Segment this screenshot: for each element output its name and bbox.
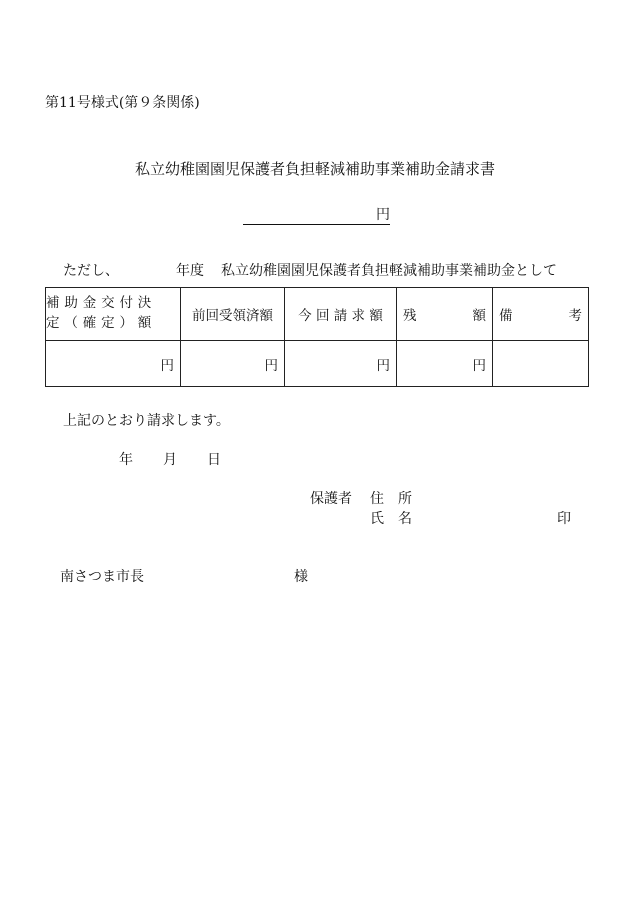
address-label: 住 所 bbox=[370, 491, 412, 507]
header-current-request: 今 回 請 求 額 bbox=[285, 288, 397, 341]
date-month: 月 bbox=[163, 452, 177, 468]
header-remarks-left: 備 bbox=[499, 308, 513, 324]
cell-balance[interactable]: 円 bbox=[397, 341, 493, 387]
seal-label: 印 bbox=[557, 511, 571, 527]
guardian-label: 保護者 bbox=[310, 491, 352, 507]
amount-unit: 円 bbox=[376, 207, 390, 223]
name-label: 氏 名 bbox=[370, 511, 412, 527]
cell-current-request[interactable]: 円 bbox=[285, 341, 397, 387]
cell-grant-amount[interactable]: 円 bbox=[46, 341, 181, 387]
purpose-text: 私立幼稚園園児保護者負担軽減補助事業補助金として bbox=[221, 263, 557, 279]
fiscal-year-label: 年度 bbox=[176, 263, 204, 279]
date-year: 年 bbox=[119, 452, 133, 468]
billing-table bbox=[45, 287, 589, 387]
header-balance-right: 額 bbox=[472, 308, 486, 324]
table-header-row bbox=[46, 288, 589, 341]
header-remarks bbox=[493, 288, 589, 341]
header-grant-amount bbox=[46, 288, 181, 341]
recipient-mayor: 南さつま市長 bbox=[60, 569, 144, 585]
header-balance bbox=[397, 288, 493, 341]
document-title: 私立幼稚園園児保護者負担軽減補助事業補助金請求書 bbox=[134, 160, 495, 178]
amount-field[interactable] bbox=[243, 208, 390, 225]
header-balance-left: 残 bbox=[403, 308, 417, 324]
header-grant-amount-line2: 定（確定）額 bbox=[46, 315, 157, 331]
request-statement: 上記のとおり請求します。 bbox=[63, 413, 230, 429]
cell-remarks[interactable] bbox=[493, 341, 589, 387]
header-previous-received: 前回受領済額 bbox=[181, 288, 285, 341]
proviso-prefix: ただし、 bbox=[63, 263, 119, 279]
form-number: 第11号様式(第９条関係) bbox=[45, 95, 200, 111]
table-row bbox=[46, 341, 589, 387]
date-day: 日 bbox=[207, 452, 221, 468]
header-remarks-right: 考 bbox=[568, 308, 582, 324]
header-grant-amount-line1: 補助金交付決 bbox=[46, 295, 157, 312]
cell-previous-received[interactable]: 円 bbox=[181, 341, 285, 387]
recipient-honorific: 様 bbox=[294, 569, 308, 585]
